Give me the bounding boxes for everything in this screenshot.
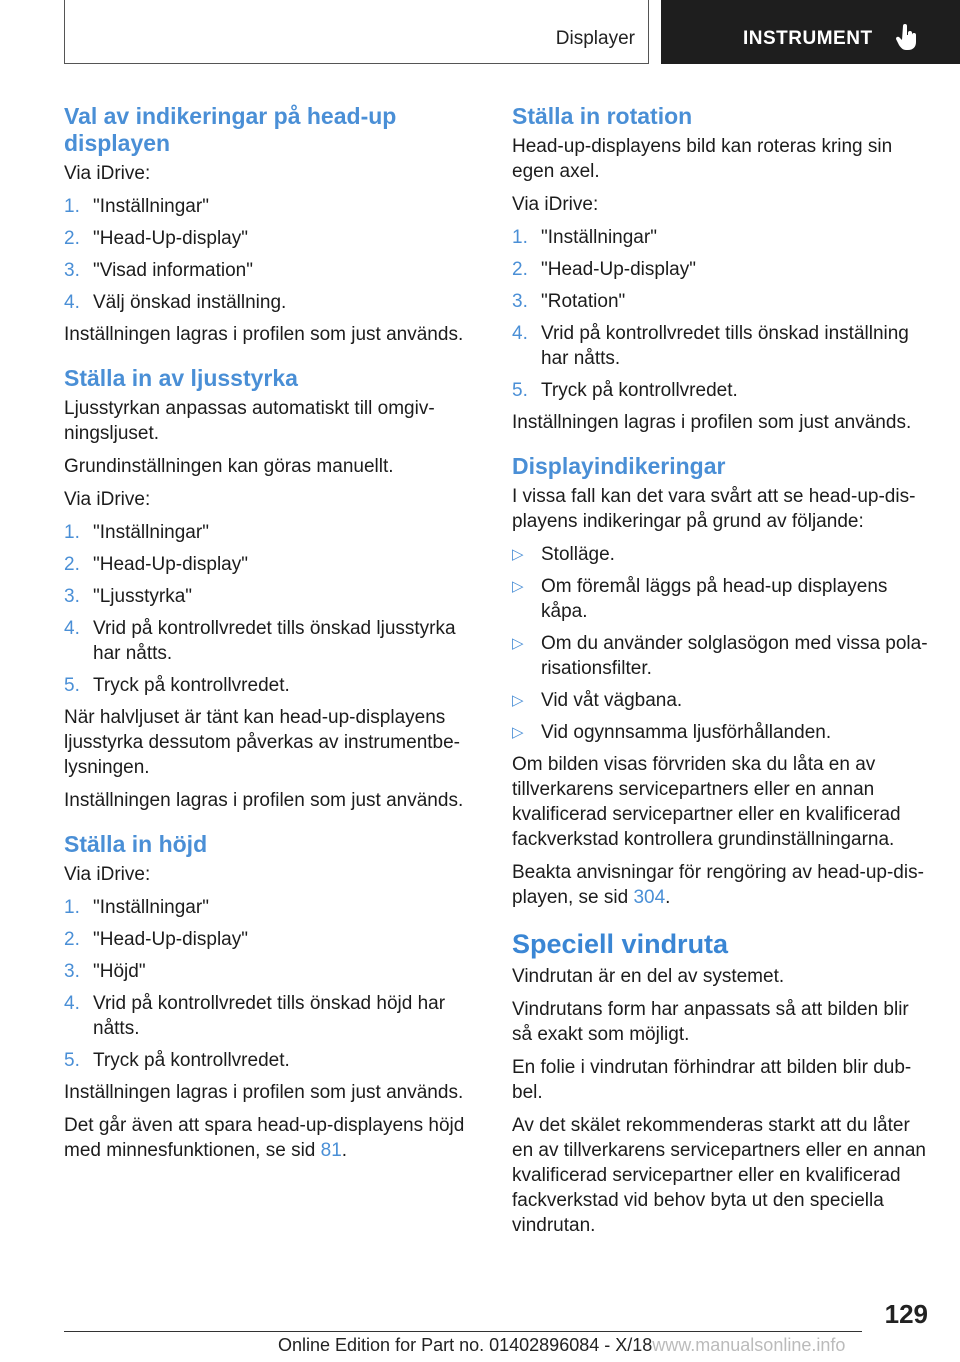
paragraph: En folie i vindrutan förhindrar att bilden blir dubbel.	[512, 1057, 912, 1103]
footer-edition: Online Edition for Part no. 01402896084 - X/18www.manualsonline.info	[278, 1335, 846, 1355]
list-item: 3. "Rotation"	[512, 291, 626, 312]
section-title: Val av indikeringar på head-up displayen	[64, 103, 397, 156]
paragraph: Inställningen lagras i profilen som just används.	[512, 412, 912, 433]
paragraph: Det går även att spara head-up-displayens höjd med minnesfunktionen, se sid 81.	[64, 1115, 465, 1161]
list-item: 3. "Höjd"	[64, 961, 146, 982]
section-rotation	[512, 103, 930, 435]
triangle-bullet-icon: ▷	[512, 692, 524, 709]
paragraph: Vindrutan är en del av systemet.	[512, 966, 785, 987]
right-column	[512, 103, 930, 1246]
list-item: ▷ Vid våt vägbana.	[512, 690, 683, 711]
list-item: ▷ Stolläge.	[512, 544, 615, 565]
section-title: Ställa in höjd	[64, 831, 208, 857]
paragraph: Inställningen lagras i profilen som just används.	[64, 1082, 464, 1103]
paragraph: Inställningen lagras i profilen som just används.	[64, 790, 464, 811]
paragraph: Av det skälet rekommenderas starkt att du låter en av tillverkarens servicepartners eller en annan kvalificerad servicepartner eller en kvalificerad fackverkstad vid behov byta ut den speciella vindrutan.	[512, 1115, 926, 1236]
paragraph: Om bilden visas förvriden ska du låta en av tillverkarens servicepartners eller en annan kvalificerad servicepartner eller en kvalificerad fackverkstad kontrollera grundinställningarna.	[512, 754, 901, 850]
list-item: 5. Tryck på kontrollvredet.	[64, 1050, 290, 1071]
paragraph: Via iDrive:	[64, 163, 151, 184]
paragraph: Via iDrive:	[512, 194, 599, 215]
triangle-bullet-icon: ▷	[512, 578, 524, 595]
bullet-list	[512, 542, 930, 745]
list-item: 2. "Head-Up-display"	[64, 228, 248, 249]
step-list	[64, 520, 474, 698]
list-item: 5. Tryck på kontrollvredet.	[512, 380, 738, 401]
section-title: Ställa in rotation	[512, 103, 693, 129]
paragraph: Via iDrive:	[64, 864, 151, 885]
paragraph: Ljusstyrkan anpassas automatiskt till omgivningsljuset.	[64, 398, 435, 444]
section-brightness	[64, 365, 474, 813]
footer-divider	[64, 1331, 862, 1332]
section-display-selection	[64, 103, 474, 347]
list-item: 1. "Inställningar"	[64, 522, 209, 543]
section-height	[64, 831, 474, 1163]
paragraph: Beakta anvisningar för rengöring av head-up-displayen, se sid 304.	[512, 862, 924, 908]
page-reference-link[interactable]: 81	[320, 1140, 342, 1161]
section-title: Ställa in av ljusstyrka	[64, 365, 298, 391]
chapter-title: Speciell vindruta	[512, 929, 729, 959]
page-reference-link[interactable]: 304	[633, 887, 666, 908]
list-item: 1. "Inställningar"	[512, 227, 657, 248]
page-number: 129	[884, 1299, 928, 1329]
list-item: 4. Vrid på kontrollvredet tills önskad ljusstyrka har nåtts.	[64, 618, 456, 664]
step-list	[64, 194, 474, 315]
header-section-title: Displayer	[555, 28, 635, 49]
list-item: 5. Tryck på kontrollvredet.	[64, 675, 290, 696]
paragraph: I vissa fall kan det vara svårt att se head-up-displayens indikeringar på grund av följande:	[512, 486, 916, 532]
left-column	[64, 103, 474, 1171]
step-list	[512, 225, 930, 403]
list-item: 4. Vrid på kontrollvredet tills önskad höjd har nåtts.	[64, 993, 446, 1039]
section-special-windshield	[512, 928, 930, 1238]
hand-pointer-icon	[895, 24, 919, 52]
list-item: 3. "Ljusstyrka"	[64, 586, 193, 607]
list-item: 1. "Inställningar"	[64, 897, 209, 918]
list-item: ▷ Vid ogynnsamma ljusförhållanden.	[512, 722, 832, 743]
paragraph: Head-up-displayens bild kan roteras kring sin egen axel.	[512, 136, 893, 182]
list-item: 2. "Head-Up-display"	[512, 259, 696, 280]
list-item: ▷ Om föremål läggs på head-up displayens kåpa.	[512, 576, 888, 622]
header-chapter-label: INSTRUMENT	[743, 28, 873, 49]
paragraph: Vindrutans form har anpassats så att bilden blir så exakt som möjligt.	[512, 999, 909, 1045]
step-list	[64, 895, 474, 1073]
paragraph: Via iDrive:	[64, 489, 151, 510]
list-item: 4. Välj önskad inställning.	[64, 292, 287, 313]
list-item: 2. "Head-Up-display"	[64, 929, 248, 950]
paragraph: När halvljuset är tänt kan head-up-displayens ljusstyrka dessutom påverkas av instrumentbelysningen.	[64, 707, 460, 778]
list-item: 1. "Inställningar"	[64, 196, 209, 217]
section-title: Displayindikeringar	[512, 453, 726, 479]
footer-watermark: www.manualsonline.info	[652, 1335, 846, 1355]
list-item: ▷ Om du använder solglasögon med vissa polarisationsfilter.	[512, 633, 928, 679]
list-item: 3. "Visad information"	[64, 260, 253, 281]
paragraph: Grundinställningen kan göras manuellt.	[64, 456, 394, 477]
list-item: 4. Vrid på kontrollvredet tills önskad inställning har nåtts.	[512, 323, 909, 369]
triangle-bullet-icon: ▷	[512, 546, 524, 563]
triangle-bullet-icon: ▷	[512, 635, 524, 652]
paragraph: Inställningen lagras i profilen som just används.	[64, 324, 464, 345]
header-chapter-tab[interactable]	[661, 0, 960, 64]
section-display-indications	[512, 453, 930, 910]
list-item: 2. "Head-Up-display"	[64, 554, 248, 575]
triangle-bullet-icon: ▷	[512, 724, 524, 741]
